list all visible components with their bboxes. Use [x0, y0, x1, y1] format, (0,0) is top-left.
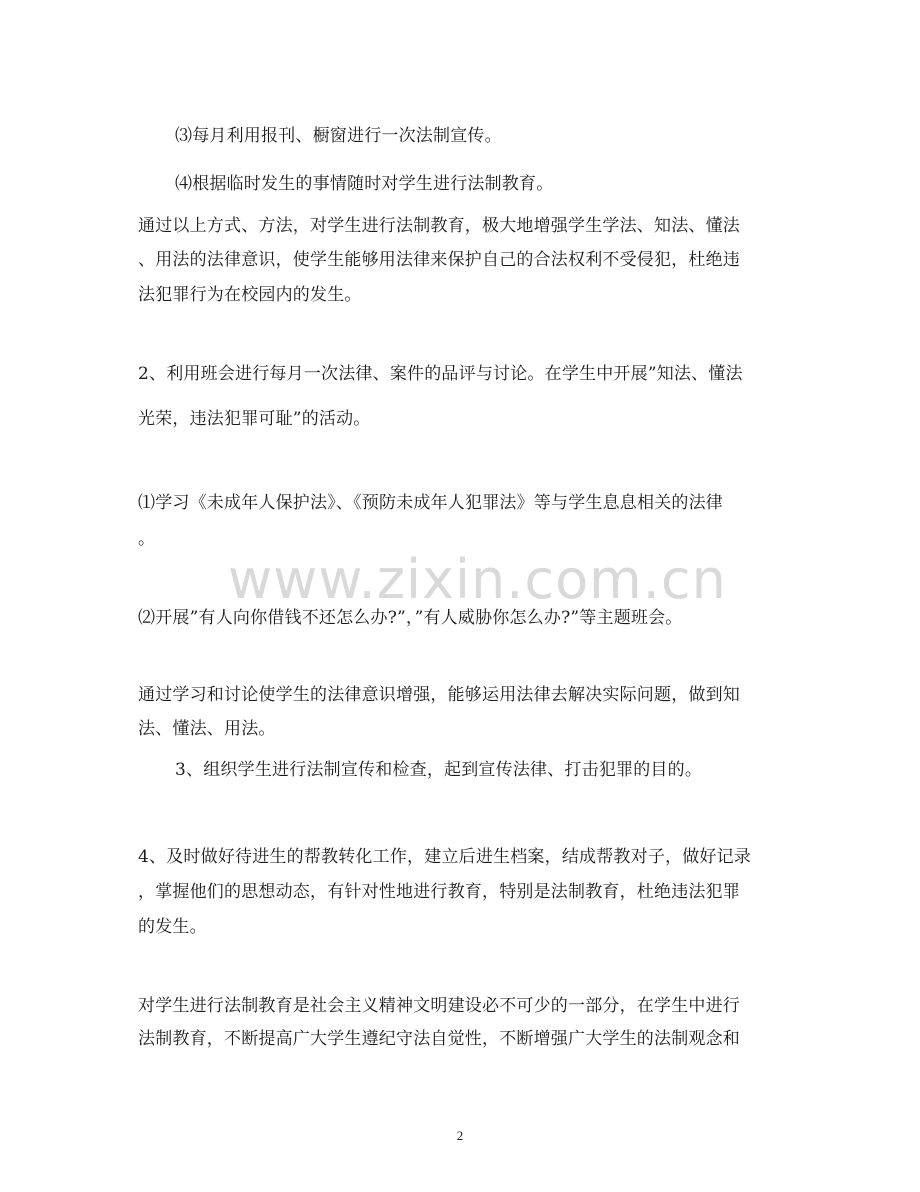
text-line: ⑷根据临时发生的事情随时对学生进行法制教育。 — [175, 174, 554, 194]
text-line: 4、及时做好待进生的帮教转化工作，建立后进生档案，结成帮教对子，做好记录 — [138, 847, 752, 867]
text-line: 光荣，违法犯罪可耻”的活动。 — [138, 409, 371, 429]
text-line: ，掌握他们的思想动态，有针对性地进行教育，特别是法制教育，杜绝违法犯罪 — [138, 882, 740, 902]
text-line: 。 — [138, 529, 156, 549]
text-line: 3、组织学生进行法制宣传和检查，起到宣传法律、打击犯罪的目的。 — [175, 760, 703, 780]
text-line: 法制教育，不断提高广大学生遵纪守法自觉性，不断增强广大学生的法制观念和 — [138, 1029, 740, 1049]
text-line: 法犯罪行为在校园内的发生。 — [138, 285, 362, 305]
text-line: 通过以上方式、方法，对学生进行法制教育，极大地增强学生学法、知法、懂法 — [138, 216, 740, 236]
watermark: www.zixin.com.cn — [228, 548, 727, 611]
text-line: 通过学习和讨论使学生的法律意识增强，能够运用法律去解决实际问题，做到知 — [138, 685, 740, 705]
text-line: 2、利用班会进行每月一次法律、案件的品评与讨论。在学生中开展”知法、懂法 — [138, 364, 743, 384]
text-line: 法、懂法、用法。 — [138, 719, 276, 739]
text-line: ⑶每月利用报刊、橱窗进行一次法制宣传。 — [175, 126, 502, 146]
text-line: ⑴学习《未成年人保护法》、《预防未成年人犯罪法》等与学生息息相关的法律 — [138, 493, 723, 513]
text-line: ⑵开展”有人向你借钱不还怎么办?”，”有人威胁你怎么办?”等主题班会。 — [138, 608, 683, 628]
text-line: 、用法的法律意识，使学生能够用法律来保护自己的合法权利不受侵犯，杜绝违 — [138, 250, 740, 270]
page-number: 2 — [456, 1128, 464, 1143]
text-line: 的发生。 — [138, 917, 207, 937]
text-line: 对学生进行法制教育是社会主义精神文明建设必不可少的一部分，在学生中进行 — [138, 996, 740, 1016]
